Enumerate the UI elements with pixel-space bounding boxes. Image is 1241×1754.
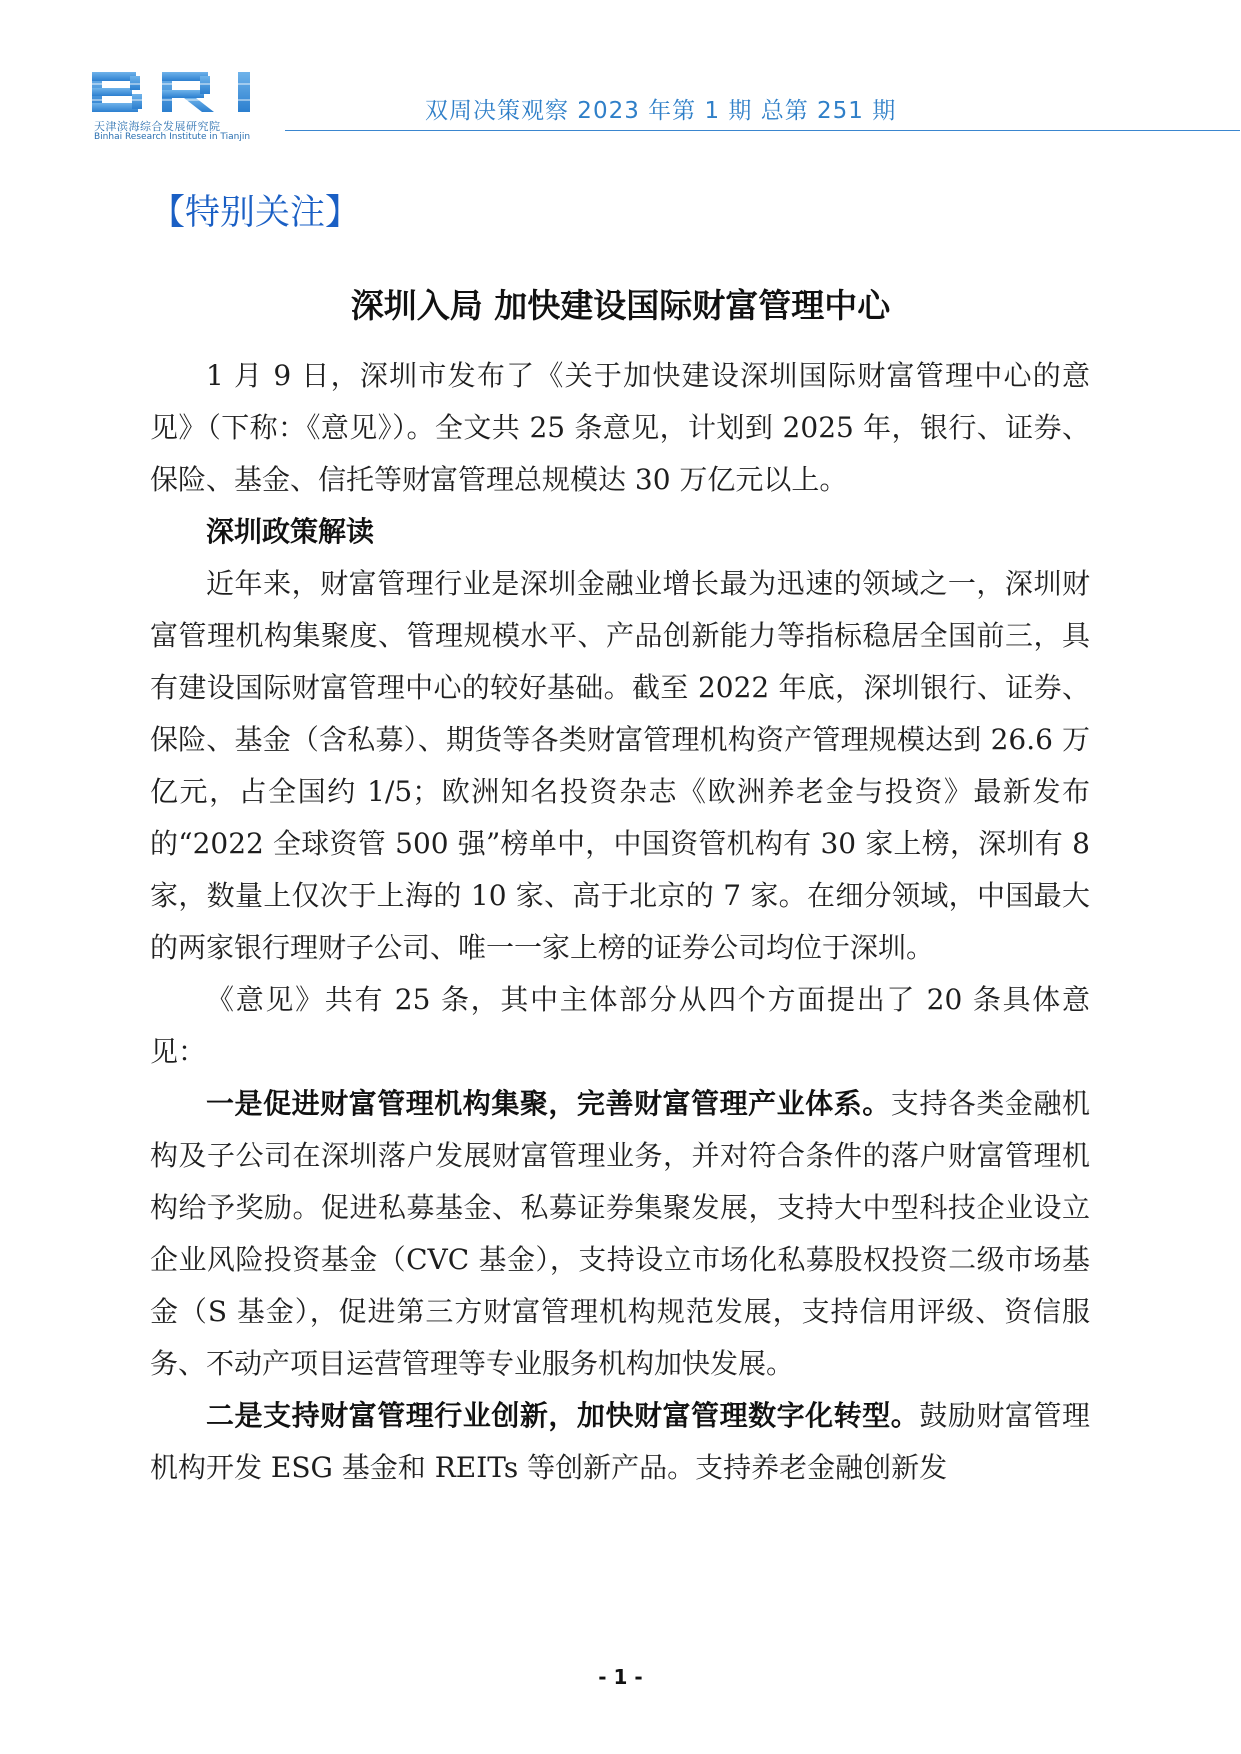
- article-title: 深圳入局 加快建设国际财富管理中心: [350, 286, 891, 325]
- body-paragraph: 《意见》共有 25 条，其中主体部分从四个方面提出了 20 条具体意见：: [150, 983, 1090, 1068]
- article-body: [150, 350, 1090, 1494]
- point-body: 支持各类金融机构及子公司在深圳落户发展财富管理业务，并对符合条件的落户财富管理机构给予奖励。促进私募基金、私募证券集聚发展，支持大中型科技企业设立企业风险投资基金（CVC 基金），支持设立市场化私募股权投资二级市场基金（S 基金），促进第三方财富管理机构规范发展，支持信用评级、资信服务、不动产项目运营管理等专业服务机构加快发展。: [150, 1087, 1090, 1380]
- body-paragraph: 近年来，财富管理行业是深圳金融业增长最为迅速的领域之一，深圳财富管理机构集聚度、管理规模水平、产品创新能力等指标稳居全国前三，具有建设国际财富管理中心的较好基础。截至 2022 年底，深圳银行、证券、保险、基金（含私募）、期货等各类财富管理机构资产管理规模达到 26.6 万亿元，占全国约 1/5；欧洲知名投资杂志《欧洲养老金与投资》最新发布的“2022 全球资管 500 强”榜单中，中国资管机构有 30 家上榜，深圳有 8 家，数量上仅次于上海的 10 家、高于北京的 7 家。在细分领域，中国最大的两家银行理财子公司、唯一一家上榜的证券公司均位于深圳。: [150, 567, 1090, 964]
- page-header: [0, 0, 1241, 150]
- issue-title: 双周决策观察 2023 年第 1 期 总第 251 期: [425, 98, 897, 124]
- logo-cn-name: 天津滨海综合发展研究院: [94, 120, 221, 133]
- bri-logo: [92, 70, 282, 142]
- section-tag: 【特别关注】: [150, 193, 361, 233]
- bri-logo-mark: [92, 70, 282, 114]
- header-divider: [285, 130, 1240, 131]
- point-lead: 一是促进财富管理机构集聚，完善财富管理产业体系。: [206, 1087, 891, 1120]
- intro-paragraph: 1 月 9 日，深圳市发布了《关于加快建设深圳国际财富管理中心的意见》（下称：《意见》）。全文共 25 条意见，计划到 2025 年，银行、证券、保险、基金、信托等财富管理总规模达 30 万亿元以上。: [150, 359, 1090, 496]
- page-number: - 1 -: [598, 1665, 643, 1689]
- logo-en-name: Binhai Research Institute in Tianjin: [94, 132, 251, 142]
- subheading: 深圳政策解读: [206, 515, 375, 548]
- point-paragraph: [150, 1390, 1090, 1494]
- point-body: 鼓励财富管理机构开发 ESG 基金和 REITs 等创新产品。支持养老金融创新发: [150, 1399, 1090, 1484]
- point-paragraph: [150, 1078, 1090, 1390]
- point-lead: 二是支持财富管理行业创新，加快财富管理数字化转型。: [206, 1399, 920, 1432]
